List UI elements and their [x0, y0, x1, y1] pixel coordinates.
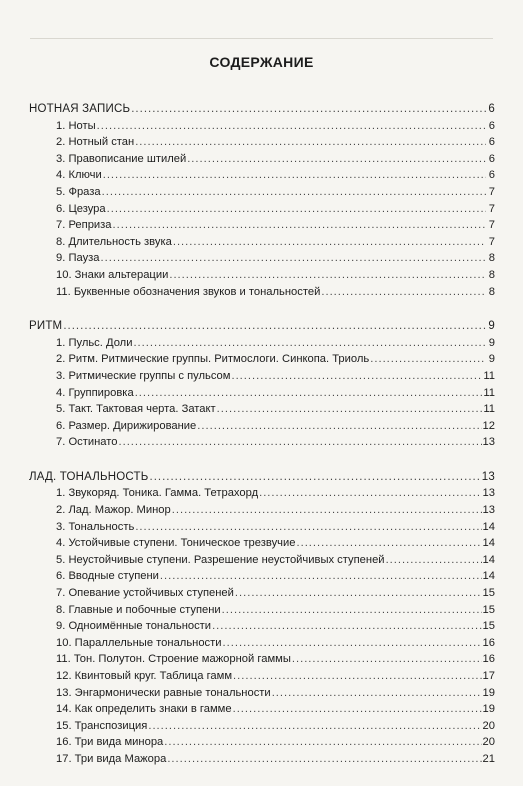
- entry-label: 8. Главные и побочные ступени: [56, 603, 221, 616]
- toc-entry[interactable]: [29, 734, 495, 751]
- leader-dots: [212, 618, 481, 635]
- leader-dots: [113, 217, 486, 234]
- toc-entry[interactable]: [29, 485, 495, 502]
- toc-entry[interactable]: [29, 368, 495, 385]
- entry-label: 1. Звукоряд. Тоника. Гамма. Тетрахорд: [56, 487, 259, 500]
- entry-label: 2. Лад. Мажор. Минор: [56, 504, 171, 517]
- leader-dots: [233, 701, 482, 718]
- entry-label: 4. Группировка: [56, 386, 134, 399]
- leader-dots: [370, 351, 486, 368]
- entry-label: 10. Параллельные тональности: [56, 636, 222, 649]
- leader-dots: [231, 368, 482, 385]
- page-number: 6: [488, 103, 495, 115]
- leader-dots: [103, 167, 486, 184]
- page-number: 19: [482, 686, 495, 699]
- toc-entry[interactable]: [29, 201, 495, 218]
- toc-entry[interactable]: [29, 519, 495, 536]
- toc-entry[interactable]: [29, 751, 495, 768]
- entry-label: 2. Нотный стан: [56, 136, 135, 149]
- toc-entry[interactable]: [29, 685, 495, 702]
- entry-label: 2. Ритм. Ритмические группы. Ритмослоги. Синкопа. Триоль: [56, 353, 370, 366]
- page-number: 13: [482, 436, 495, 449]
- leader-dots: [292, 651, 482, 668]
- toc-entry[interactable]: [29, 351, 495, 368]
- toc-entry[interactable]: [29, 151, 495, 168]
- entry-label: 3. Тональность: [56, 520, 135, 533]
- entry-label: 1. Пульс. Доли: [56, 336, 133, 349]
- page-number: 7: [488, 202, 495, 215]
- entry-label: 7. Реприза: [56, 219, 112, 232]
- leader-dots: [259, 485, 481, 502]
- leader-dots: [233, 668, 482, 685]
- entry-label: 17. Три вида Мажора: [56, 752, 167, 765]
- entry-label: 7. Остинато: [56, 436, 118, 449]
- page-number: 11: [483, 403, 495, 416]
- toc-section-rhythm: [29, 318, 495, 451]
- page-number: 6: [488, 152, 495, 165]
- leader-dots: [173, 234, 486, 251]
- toc-entry[interactable]: [29, 217, 495, 234]
- entry-label: 6. Цезура: [56, 202, 106, 215]
- toc-entry[interactable]: [29, 618, 495, 635]
- toc-entry[interactable]: [29, 585, 495, 602]
- leader-dots: [386, 552, 482, 569]
- entry-label: 9. Пауза: [56, 252, 100, 265]
- page-number: 13: [482, 504, 495, 517]
- page-number: 14: [482, 520, 495, 533]
- toc-entry[interactable]: [29, 718, 495, 735]
- entry-label: 11. Тон. Полутон. Строение мажорной гаммы: [56, 653, 291, 666]
- page-number: 15: [482, 587, 495, 600]
- section-heading-label: НОТНАЯ ЗАПИСЬ: [29, 103, 131, 115]
- section-heading-label: ЛАД. ТОНАЛЬНОСТЬ: [29, 470, 149, 483]
- page-number: 11: [483, 369, 495, 382]
- toc-entry[interactable]: [29, 134, 495, 151]
- leader-dots: [235, 585, 482, 602]
- page-number: 7: [488, 185, 495, 198]
- page-number: 14: [482, 553, 495, 566]
- leader-dots: [172, 502, 482, 519]
- entry-label: 5. Неустойчивые ступени. Разрешение неустойчивых ступеней: [56, 553, 385, 566]
- entry-label: 1. Ноты: [56, 119, 96, 132]
- section-heading[interactable]: [29, 469, 495, 486]
- page-number: 13: [481, 470, 495, 483]
- leader-dots: [101, 250, 486, 267]
- page-number: 14: [482, 537, 495, 550]
- page-title: СОДЕРЖАНИЕ: [209, 54, 314, 70]
- toc-entry[interactable]: [29, 668, 495, 685]
- section-heading[interactable]: [29, 101, 495, 118]
- entry-label: 7. Опевание устойчивых ступеней: [56, 587, 234, 600]
- top-divider: [30, 38, 493, 39]
- leader-dots: [217, 401, 483, 418]
- leader-dots: [187, 151, 486, 168]
- entry-label: 16. Три вида минора: [56, 736, 164, 749]
- leader-dots: [135, 134, 486, 151]
- entry-label: 15. Транспозиция: [56, 719, 148, 732]
- leader-dots: [223, 635, 482, 652]
- entry-label: 11. Буквенные обозначения звуков и тональностей: [56, 285, 321, 298]
- page-number: 8: [488, 252, 495, 265]
- entry-label: 13. Энгармонически равные тональности: [56, 686, 271, 699]
- page-number: 6: [488, 169, 495, 182]
- entry-label: 6. Вводные ступени: [56, 570, 159, 583]
- section-heading[interactable]: [29, 318, 495, 335]
- page-number: 8: [488, 285, 495, 298]
- toc-entry[interactable]: [29, 267, 495, 284]
- table-of-contents: [29, 101, 495, 786]
- leader-dots: [167, 751, 481, 768]
- page-number: 20: [482, 719, 495, 732]
- toc-entry[interactable]: [29, 552, 495, 569]
- toc-entry[interactable]: [29, 602, 495, 619]
- leader-dots: [118, 434, 481, 451]
- page-number: 6: [488, 119, 495, 132]
- entry-label: 10. Знаки альтерации: [56, 268, 169, 281]
- section-heading-label: РИТМ: [29, 320, 63, 333]
- page-number: 16: [482, 636, 495, 649]
- leader-dots: [169, 267, 486, 284]
- leader-dots: [63, 318, 486, 335]
- toc-entry[interactable]: [29, 502, 495, 519]
- page-number: 21: [482, 752, 495, 765]
- toc-section-notation: [29, 101, 495, 300]
- leader-dots: [272, 685, 482, 702]
- leader-dots: [131, 101, 486, 118]
- toc-entry[interactable]: [29, 167, 495, 184]
- leader-dots: [102, 184, 486, 201]
- entry-label: 3. Правописание штилей: [56, 152, 187, 165]
- page-number: 7: [488, 219, 495, 232]
- toc-entry[interactable]: [29, 701, 495, 718]
- page-number: 16: [482, 653, 495, 666]
- entry-label: 6. Размер. Дирижирование: [56, 419, 197, 432]
- toc-entry[interactable]: [29, 535, 495, 552]
- toc-entry[interactable]: [29, 385, 495, 402]
- toc-entry[interactable]: [29, 418, 495, 435]
- page-number: 15: [482, 603, 495, 616]
- page-number: 19: [482, 703, 495, 716]
- toc-entry[interactable]: [29, 118, 495, 135]
- page-number: 9: [488, 353, 495, 366]
- page-number: 11: [483, 386, 495, 399]
- leader-dots: [107, 201, 486, 218]
- toc-entry[interactable]: [29, 284, 495, 301]
- toc-entry[interactable]: [29, 401, 495, 418]
- leader-dots: [148, 718, 481, 735]
- leader-dots: [197, 418, 481, 435]
- entry-label: 5. Фраза: [56, 185, 101, 198]
- leader-dots: [296, 535, 481, 552]
- page-number: 15: [482, 620, 495, 633]
- toc-entry[interactable]: [29, 651, 495, 668]
- leader-dots: [321, 284, 486, 301]
- toc-section-mode-tonality: [29, 469, 495, 768]
- toc-entry[interactable]: [29, 335, 495, 352]
- page-number: 17: [482, 670, 495, 682]
- page-number: 6: [488, 136, 495, 149]
- page-number: 8: [488, 268, 495, 281]
- page-number: 9: [488, 320, 495, 333]
- leader-dots: [150, 469, 481, 486]
- entry-label: 12. Квинтовый круг. Таблица гамм: [56, 670, 233, 682]
- page-number: 14: [482, 570, 495, 583]
- toc-entry[interactable]: [29, 635, 495, 652]
- toc-entry[interactable]: [29, 184, 495, 201]
- page-number: 12: [482, 419, 495, 432]
- leader-dots: [222, 602, 482, 619]
- leader-dots: [133, 335, 486, 352]
- leader-dots: [164, 734, 481, 751]
- entry-label: 4. Ключи: [56, 169, 102, 182]
- entry-label: 9. Одноимённые тональности: [56, 620, 212, 633]
- page-number: 9: [488, 336, 495, 349]
- page-number: 20: [482, 736, 495, 749]
- toc-entry[interactable]: [29, 568, 495, 585]
- page-number: 7: [488, 235, 495, 248]
- leader-dots: [135, 519, 481, 536]
- toc-entry[interactable]: [29, 250, 495, 267]
- entry-label: 4. Устойчивые ступени. Тоническое трезвучие: [56, 537, 296, 550]
- entry-label: 5. Такт. Тактовая черта. Затакт: [56, 403, 216, 416]
- page-number: 13: [482, 487, 495, 500]
- toc-entry[interactable]: [29, 434, 495, 451]
- leader-dots: [160, 568, 482, 585]
- leader-dots: [135, 385, 483, 402]
- entry-label: 14. Как определить знаки в гамме: [56, 703, 232, 716]
- entry-label: 3. Ритмические группы с пульсом: [56, 369, 231, 382]
- entry-label: 8. Длительность звука: [56, 235, 172, 248]
- toc-entry[interactable]: [29, 234, 495, 251]
- leader-dots: [97, 118, 486, 135]
